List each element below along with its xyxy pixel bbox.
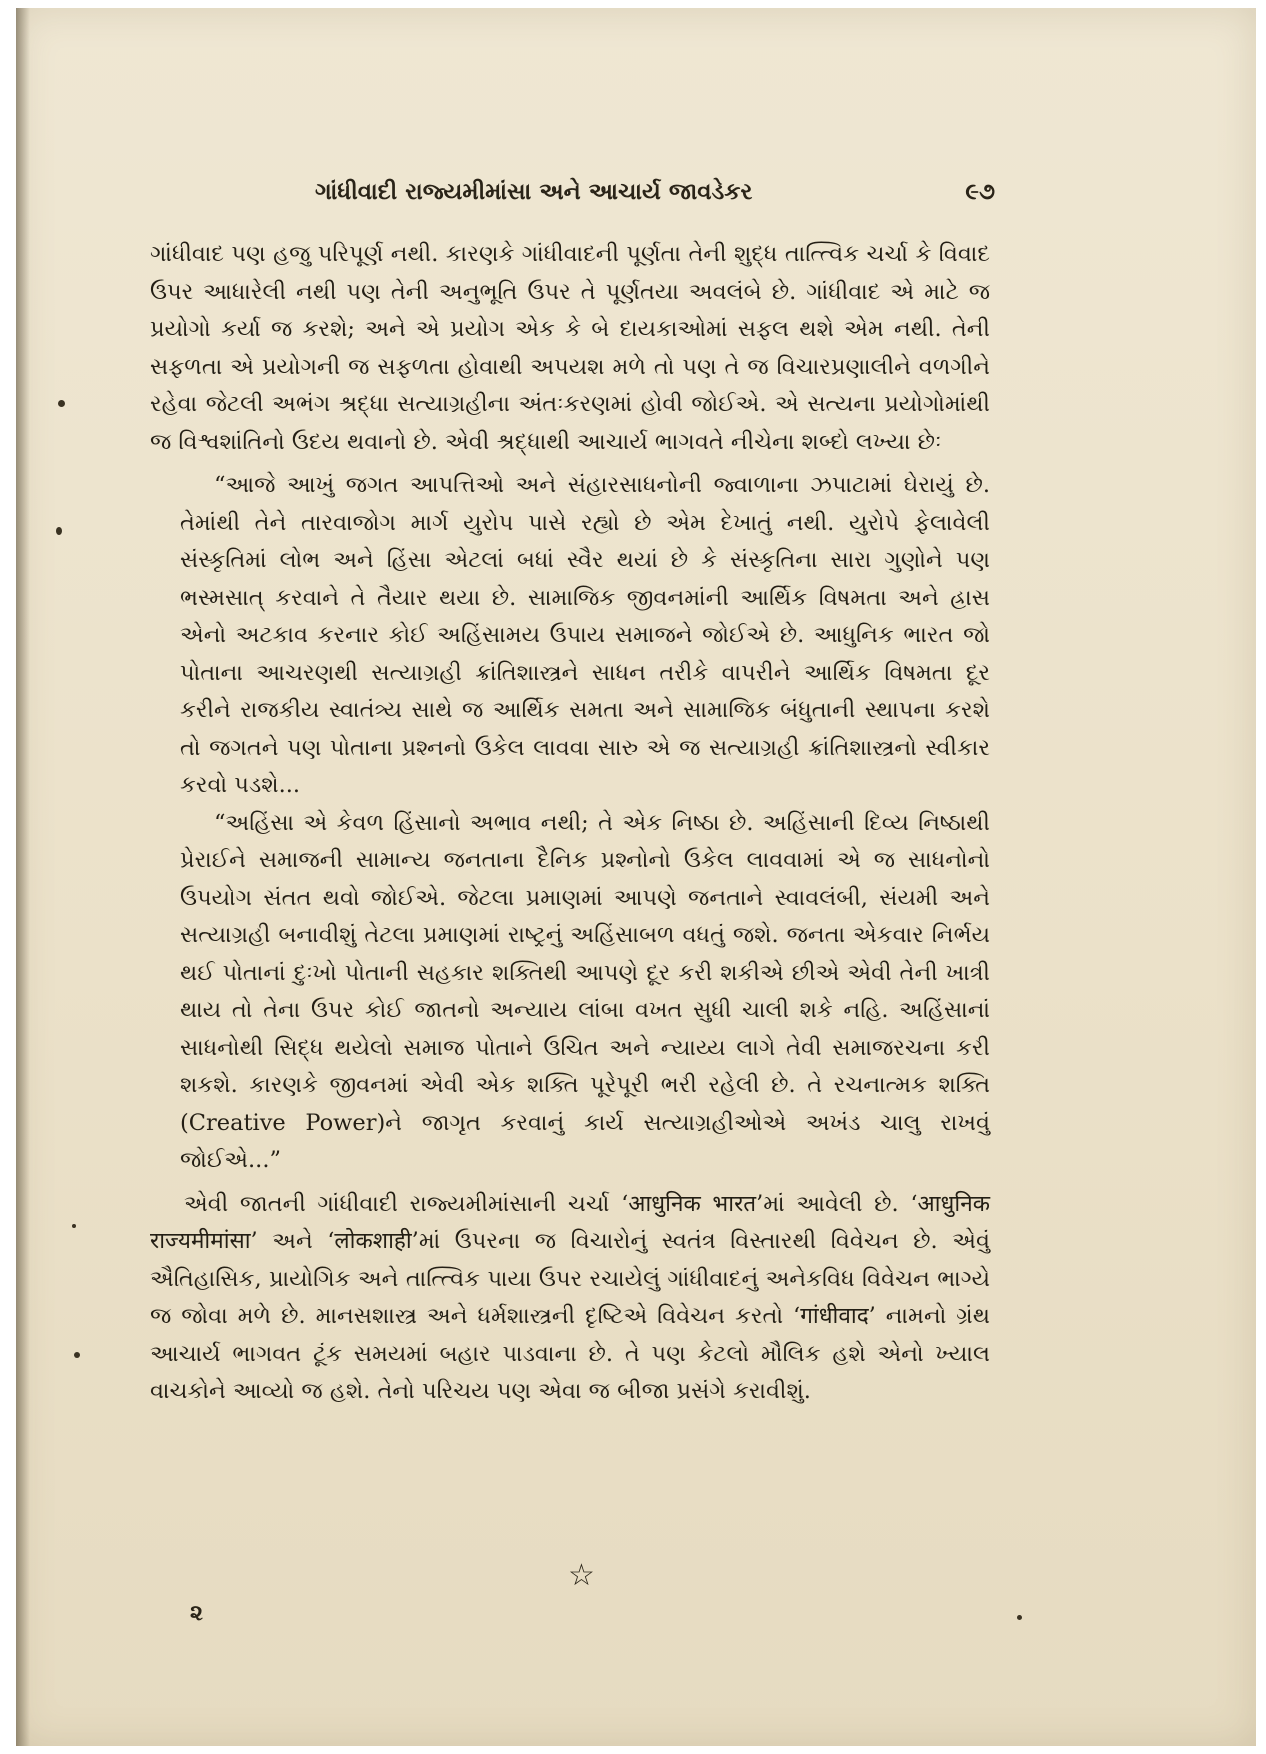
- body-text: [150, 236, 990, 1411]
- running-title: ગાંધીવાદી રાજ્યમીમાંસા અને આચાર્ય જાવડેકર: [315, 178, 753, 205]
- quote-paragraph-2: “અહિંસા એ કેવળ હિંસાનો અભાવ નથી; તે એક નિષ્ઠા છે. અહિંસાની દિવ્ય નિષ્ઠાથી પ્રેરાઈને સમાજની સામાન્ય જનતાના દૈનિક પ્રશ્નોનો ઉકેલ લાવવામાં એ જ સાધનોનો ઉપયોગ સંતત થવો જોઈએ. જેટલા પ્રમાણમાં આપણે જનતાને સ્વાવલંબી, સંયમી અને સત્યાગ્રહી બનાવીશું તેટલા પ્રમાણમાં રાષ્ટ્રનું અહિંસાબળ વધતું જશે. જનતા એકવાર નિર્ભય થઈ પોતાનાં દુઃખો પોતાની સહકાર શક્તિથી આપણે દૂર કરી શકીએ છીએ એવી તેની ખાત્રી થાય તો તેના ઉપર કોઈ જાતનો અન્યાય લાંબા વખત સુધી ચાલી શકે નહિ. અહિંસાનાં સાધનોથી સિદ્ધ થયેલો સમાજ પોતાને ઉચિત અને ન્યાય્ય લાગે તેવી સમાજરચના કરી શકશે. કારણકે જીવનમાં એવી એક શક્તિ પૂરેપૂરી ભરી રહેલી છે. તે રચનાત્મક શક્તિ (Creative Power)ને જાગૃત કરવાનું કાર્ય સત્યાગ્રહીઓએ અખંડ ચાલુ રાખવું જોઈએ...”: [180, 809, 990, 1173]
- margin-speck: [74, 1352, 80, 1358]
- margin-speck: [72, 1224, 76, 1228]
- running-header: [315, 178, 995, 214]
- page-number: ૯૭: [965, 178, 995, 205]
- page-edge-shadow: [16, 8, 30, 1746]
- margin-speck: [1017, 1615, 1022, 1620]
- quote-paragraph-1: “આજે આખું જગત આપત્તિઓ અને સંહારસાધનોની જ્વાળાના ઝપાટામાં ઘેરાયું છે. તેમાંથી તેને તારવાજોગ માર્ગ યુરોપ પાસે રહ્યો છે એમ દેખાતું નથી. યુરોપે ફેલાવેલી સંસ્કૃતિમાં લોભ અને હિંસા એટલાં બધાં સ્વૈર થયાં છે કે સંસ્કૃતિના સારા ગુણોને પણ ભસ્મસાત્ કરવાને તે તૈયાર થયા છે. સામાજિક જીવનમાંની આર્થિક વિષમતા અને હ્રાસ એનો અટકાવ કરનાર કોઈ અહિંસામય ઉપાય સમાજને જોઈએ છે. આધુનિક ભારત જો પોતાના આચરણથી સત્યાગ્રહી ક્રાંતિશાસ્ત્રને સાધન તરીકે વાપરીને આર્થિક વિષમતા દૂર કરીને રાજકીય સ્વાતંત્ર્ય સાથે જ આર્થિક સમતા અને સામાજિક બંધુતાની સ્થાપના કરશે તો જગતને પણ પોતાના પ્રશ્નનો ઉકેલ લાવવા સારુ એ જ સત્યાગ્રહી ક્રાંતિશાસ્ત્રનો સ્વીકાર કરવો પડશે...: [180, 472, 990, 798]
- paragraph-intro: ગાંધીવાદ પણ હજુ પરિપૂર્ણ નથી. કારણકે ગાંધીવાદની પૂર્ણતા તેની શુદ્ધ તાત્ત્વિક ચર્ચા કે વિવાદ ઉપર આધારેલી નથી પણ તેની અનુભૂતિ ઉપર તે પૂર્ણતયા અવલંબે છે. ગાંધીવાદ એ માટે જ પ્રયોગો કર્યા જ કરશે; અને એ પ્રયોગ એક કે બે દાયકાઓમાં સફલ થશે એમ નથી. તેની સફળતા એ પ્રયોગની જ સફળતા હોવાથી અપયશ મળે તો પણ તે જ વિચારપ્રણાલીને વળગીને રહેવા જેટલી અભંગ શ્રદ્ધા સત્યાગ્રહીના અંતઃકરણમાં હોવી જોઈએ. એ સત્યના પ્રયોગોમાંથી જ વિશ્વશાંતિનો ઉદય થવાનો છે. એવી શ્રદ્ધાથી આચાર્ય ભાગવતે નીચેના શબ્દો લખ્યા છેઃ: [150, 241, 990, 455]
- star-ornament: ☆: [568, 1558, 595, 1593]
- paragraph-conclusion: એવી જાતની ગાંધીવાદી રાજ્યમીમાંસાની ચર્ચા ‘आधुनिक भारत’માં આવેલી છે. ‘आधुनिक राज्यमीमांसा’ અને ‘लोकशाही’માં ઉપરના જ વિચારોનું સ્વતંત્ર વિસ્તારથી વિવેચન છે. એવું ઐતિહાસિક, પ્રાયોગિક અને તાત્ત્વિક પાયા ઉપર રચાયેલું ગાંધીવાદનું અનેકવિધ વિવેચન ભાગ્યે જ જોવા મળે છે. માનસશાસ્ત્ર અને ધર્મશાસ્ત્રની દૃષ્ટિએ વિવેચન કરતો ‘गांधीवाद’ નામનો ગ્રંથ આચાર્ય ભાગવત ટૂંક સમયમાં બહાર પાડવાના છે. તે પણ કેટલો મૌલિક હશે એનો ખ્યાલ વાચકોને આવ્યો જ હશે. તેનો પરિચય પણ એવા જ બીજા પ્રસંગે કરાવીશું.: [150, 1190, 990, 1404]
- margin-speck: [56, 527, 62, 535]
- signature-mark: ૨: [190, 1600, 203, 1626]
- margin-speck: [58, 400, 65, 407]
